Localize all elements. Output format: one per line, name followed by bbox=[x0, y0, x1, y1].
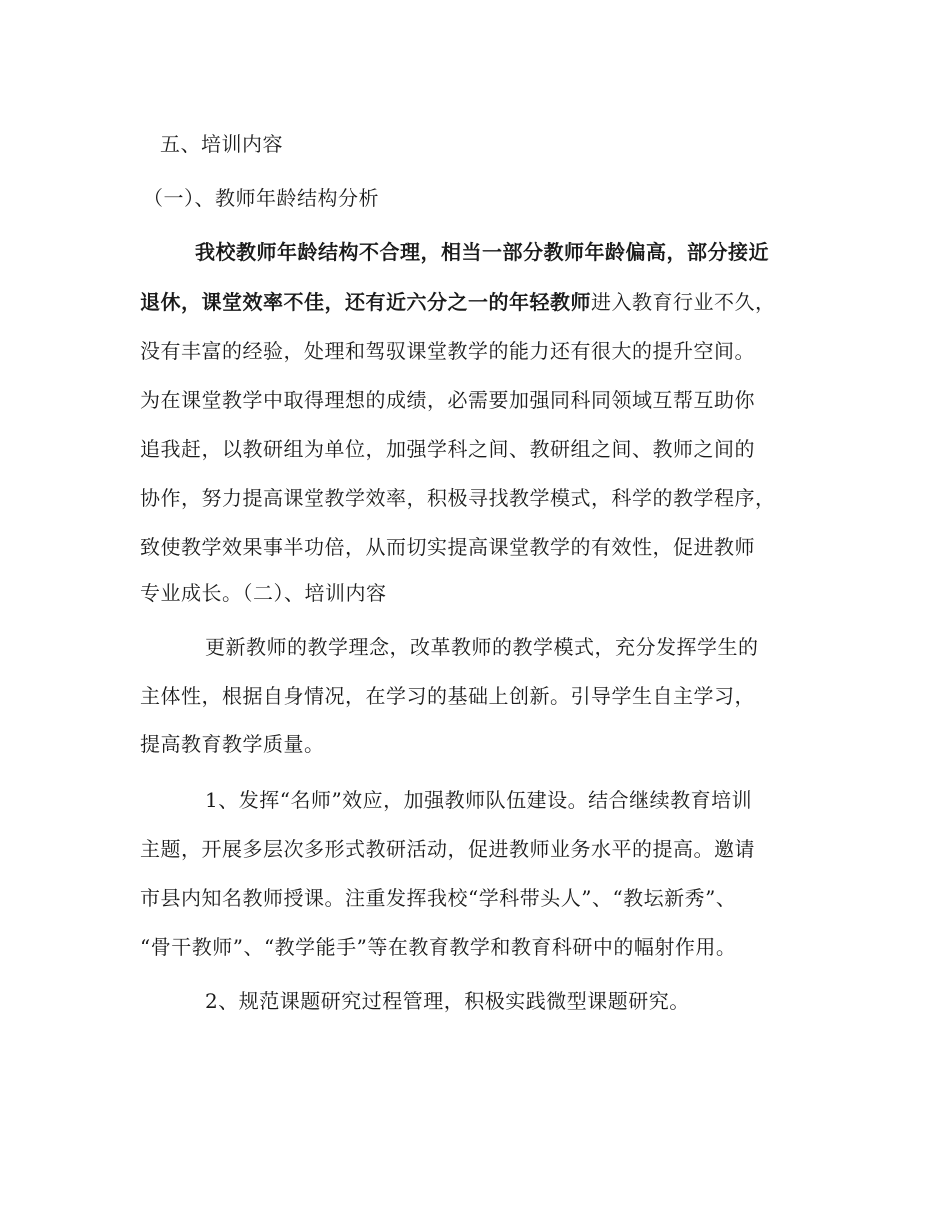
paragraph-line-segment: 进入教育行业不久， bbox=[591, 290, 776, 314]
paragraph-line bbox=[140, 288, 820, 316]
section-heading-training-content: 五、培训内容 bbox=[160, 132, 283, 156]
paragraph-line: 提高教育教学质量。 bbox=[140, 732, 325, 756]
paragraph-line: 没有丰富的经验，处理和驾驭课堂教学的能力还有很大的提升空间。 bbox=[140, 339, 755, 363]
paragraph-line: 专业成长。（二）、培训内容 bbox=[140, 581, 387, 605]
paragraph-line: 我校教师年龄结构不合理，相当一部分教师年龄偏高，部分接近 bbox=[195, 240, 769, 264]
paragraph-line: 主题，开展多层次多形式教研活动，促进教师业务水平的提高。邀请 bbox=[140, 837, 755, 861]
paragraph-line: 追我赶，以教研组为单位，加强学科之间、教研组之间、教师之间的 bbox=[140, 437, 755, 461]
paragraph-line: 协作，努力提高课堂教学效率，积极寻找教学模式，科学的教学程序， bbox=[140, 486, 776, 510]
paragraph-line: 主体性，根据自身情况，在学习的基础上创新。引导学生自主学习， bbox=[140, 684, 755, 708]
paragraph-line: 2、规范课题研究过程管理，积极实践微型课题研究。 bbox=[205, 989, 690, 1013]
paragraph-line: 为在课堂教学中取得理想的成绩，必需要加强同科同领域互帮互助你 bbox=[140, 388, 755, 412]
paragraph-line: “骨干教师”、“教学能手”等在教育教学和教育科研中的幅射作用。 bbox=[140, 935, 737, 959]
paragraph-line: 致使教学效果事半功倍，从而切实提高课堂教学的有效性，促进教师 bbox=[140, 535, 755, 559]
subsection-heading-age-structure: （一）、教师年龄结构分析 bbox=[143, 186, 379, 210]
paragraph-line: 1、发挥“名师”效应，加强教师队伍建设。结合继续教育培训 bbox=[205, 788, 753, 812]
paragraph-line-segment: 退休，课堂效率不佳，还有近六分之一的年轻教师 bbox=[140, 290, 591, 314]
paragraph-line: 市县内知名教师授课。注重发挥我校“学科带头人”、“教坛新秀”、 bbox=[140, 886, 737, 910]
paragraph-line: 更新教师的教学理念，改革教师的教学模式，充分发挥学生的 bbox=[205, 635, 759, 659]
